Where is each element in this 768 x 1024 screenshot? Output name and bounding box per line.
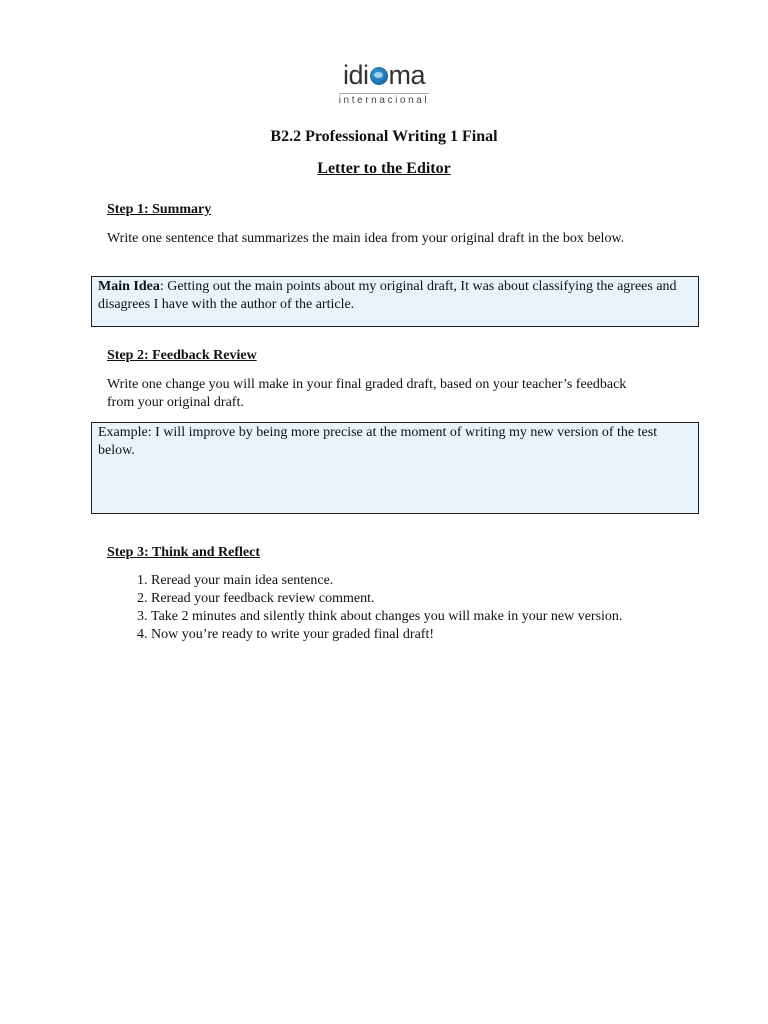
step2-instruction: Write one change you will make in your final graded draft, based on your teacher’s feedback from your original draft. [107, 377, 627, 410]
globe-icon [370, 67, 388, 85]
list-item: 2. Reread your feedback review comment. [151, 590, 622, 608]
step1-heading: Step 1: Summary [107, 202, 212, 217]
logo-text-right: ma [388, 60, 426, 90]
step1-instruction: Write one sentence that summarizes the main idea from your original draft in the box below. [107, 231, 625, 246]
logo-subtitle: internacional [338, 95, 430, 106]
document-subtitle: Letter to the Editor [317, 160, 451, 177]
logo-text-left: idi [342, 60, 369, 90]
reflect-steps-list [107, 572, 622, 644]
feedback-change-box[interactable] [91, 422, 699, 514]
logo-wordmark [343, 60, 425, 90]
step2-heading: Step 2: Feedback Review [107, 348, 257, 363]
feedback-change-text: Example: I will improve by being more precise at the moment of writing my new version of the test below. [98, 425, 658, 458]
document-title: B2.2 Professional Writing 1 Final [270, 128, 498, 145]
list-item: 3. Take 2 minutes and silently think about changes you will make in your new version. [151, 608, 622, 626]
step3-heading: Step 3: Think and Reflect [107, 545, 260, 560]
idioma-logo [0, 60, 768, 108]
list-item: 4. Now you’re ready to write your graded final draft! [151, 626, 622, 644]
main-idea-box[interactable] [91, 276, 699, 327]
list-item: 1. Reread your main idea sentence. [151, 572, 622, 590]
main-idea-text: : Getting out the main points about my original draft, It was about classifying the agrees and disagrees I have with the author of the article. [98, 279, 677, 312]
main-idea-label: Main Idea [98, 279, 160, 294]
